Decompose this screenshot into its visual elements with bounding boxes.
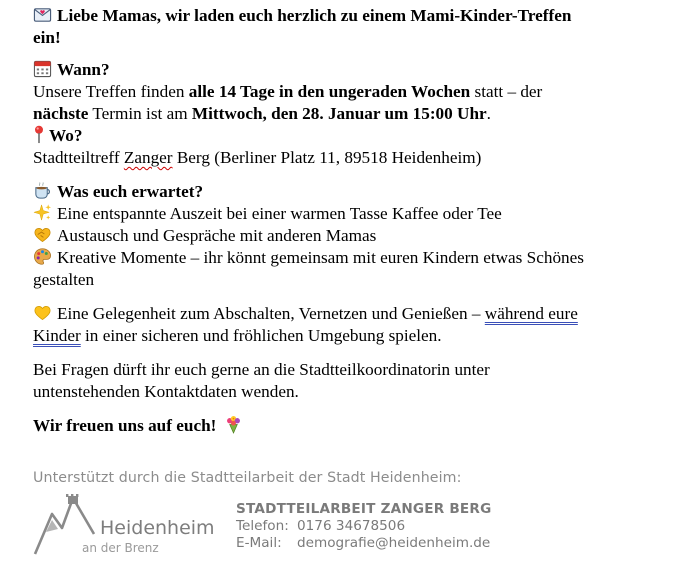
yellow-heart-icon xyxy=(33,303,52,322)
contact-phone-row xyxy=(236,518,491,535)
closing-text: Wir freuen uns auf euch! xyxy=(33,416,217,435)
love-letter-icon xyxy=(33,5,52,24)
questions-paragraph xyxy=(33,359,673,403)
logo-city-name: Heidenheim xyxy=(100,517,215,539)
logo-city-subtitle: an der Brenz xyxy=(82,541,159,555)
when-heading-text: Wann? xyxy=(57,60,110,79)
when-date: Mittwoch, den 28. Januar um 15:00 Uhr xyxy=(191,104,487,123)
intro-line-1: Liebe Mamas, wir laden euch herzlich zu einem Mami-Kinder-Treffen xyxy=(57,6,572,25)
address-part-a: Stadtteiltreff xyxy=(33,148,124,167)
address-part-c: Berg (Berliner Platz 11, 89518 Heidenheim) xyxy=(172,148,482,167)
contact-organization: STADTTEILARBEIT ZANGER BERG xyxy=(236,501,492,517)
intro-line-2: ein! xyxy=(33,28,61,47)
opportunity-grammar-flag-b: Kinder xyxy=(33,326,81,345)
questions-line-2: untenstehenden Kontaktdaten wenden. xyxy=(33,382,299,401)
email-label: E-Mail: xyxy=(236,535,282,551)
opportunity-text-a: Eine Gelegenheit zum Abschalten, Vernetzen und Genießen – xyxy=(57,304,485,323)
phone-label: Telefon: xyxy=(236,518,289,534)
intro-paragraph xyxy=(33,5,673,49)
sparkles-icon xyxy=(33,203,52,222)
expect-item-2 xyxy=(33,225,673,247)
contact-block xyxy=(236,501,491,552)
expect-item-3-text-b: gestalten xyxy=(33,270,95,289)
round-pushpin-icon xyxy=(33,125,45,144)
where-address xyxy=(33,147,673,169)
address-zanger: Zanger xyxy=(123,148,173,167)
when-text-a: Unsere Treffen finden xyxy=(33,82,189,101)
when-text-b: statt – der xyxy=(470,82,543,101)
closing-line xyxy=(33,415,673,437)
expect-item-1-text: Eine entspannte Auszeit bei einer warmen Tasse Kaffee oder Tee xyxy=(57,204,502,223)
expect-item-3-text-a: Kreative Momente – ihr könnt gemeinsam mit euren Kindern etwas Schönes xyxy=(57,248,584,267)
expect-item-3 xyxy=(33,247,673,291)
opportunity-text-b: in einer sicheren und fröhlichen Umgebung spielen. xyxy=(80,326,442,345)
expect-heading xyxy=(33,181,673,203)
opportunity-paragraph xyxy=(33,303,673,347)
expect-heading-text: Was euch erwartet? xyxy=(57,182,204,201)
bouquet-icon xyxy=(224,415,243,434)
expect-item-1 xyxy=(33,203,673,225)
when-next: nächste xyxy=(33,104,89,123)
when-heading xyxy=(33,59,673,81)
when-line-2 xyxy=(33,103,673,125)
artist-palette-icon xyxy=(33,247,52,266)
invitation-document xyxy=(33,5,673,437)
handshake-heart-icon xyxy=(33,225,52,244)
opportunity-grammar-flag-a: während eure xyxy=(484,304,578,323)
when-text-c: Termin ist am xyxy=(88,104,192,123)
where-heading xyxy=(33,125,673,147)
expect-item-2-text: Austausch und Gespräche mit anderen Mamas xyxy=(57,226,377,245)
calendar-icon xyxy=(33,59,52,78)
questions-line-1: Bei Fragen dürft ihr euch gerne an die Stadtteilkoordinatorin unter xyxy=(33,360,490,379)
contact-email-row xyxy=(236,535,491,552)
phone-number: 0176 34678506 xyxy=(297,518,406,534)
support-note: Unterstützt durch die Stadtteilarbeit der Stadt Heidenheim: xyxy=(33,470,462,486)
email-address: demografie@heidenheim.de xyxy=(297,535,491,551)
hot-beverage-icon xyxy=(33,181,52,200)
when-period: . xyxy=(486,104,491,123)
when-line-1 xyxy=(33,81,673,103)
where-heading-text: Wo? xyxy=(49,126,83,145)
when-rhythm: alle 14 Tage in den ungeraden Wochen xyxy=(188,82,471,101)
